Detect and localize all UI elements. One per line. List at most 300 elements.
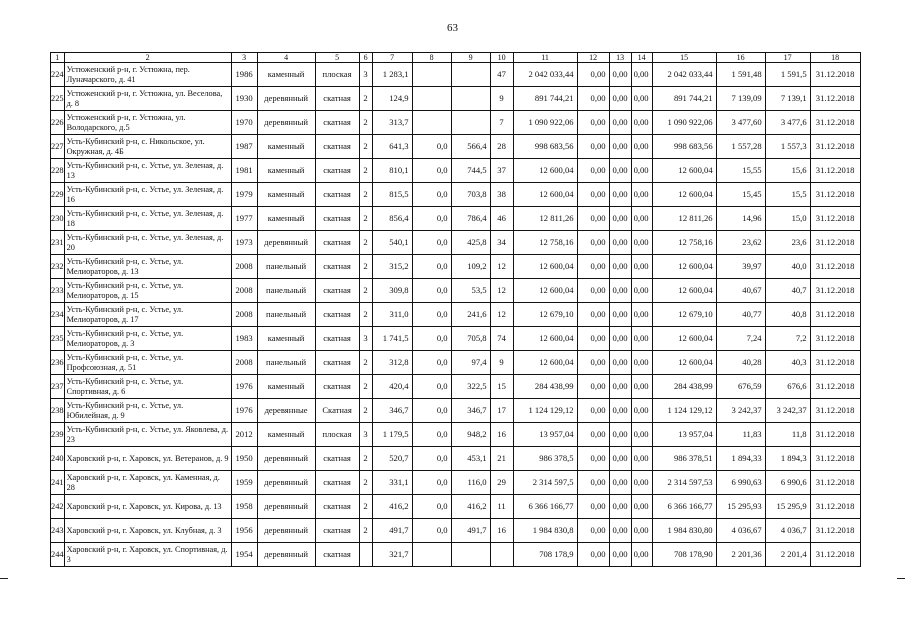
- row-number-cell: 224: [51, 63, 65, 87]
- cost-col-12-cell: 0,00: [577, 327, 609, 351]
- residential-area-cell: 322,5: [451, 375, 490, 399]
- roof-type-cell: скатная: [315, 447, 359, 471]
- cost-per-sqm-rounded-cell: 15,5: [765, 183, 810, 207]
- column-number-12: 12: [577, 53, 609, 63]
- residential-area-cell: 786,4: [451, 207, 490, 231]
- roof-type-cell: скатная: [315, 159, 359, 183]
- year-built-cell: 2008: [231, 351, 257, 375]
- floors-cell: 2: [359, 87, 372, 111]
- completion-date-cell: 31.12.2018: [810, 423, 860, 447]
- table-row: [51, 327, 861, 351]
- wall-material-cell: каменный: [257, 327, 315, 351]
- area-col-8-cell: 0,0: [412, 159, 451, 183]
- completion-date-cell: 31.12.2018: [810, 519, 860, 543]
- wall-material-cell: панельный: [257, 351, 315, 375]
- cost-per-sqm-rounded-cell: 1 894,3: [765, 447, 810, 471]
- wall-material-cell: деревянный: [257, 519, 315, 543]
- residential-area-cell: 346,7: [451, 399, 490, 423]
- table-row: [51, 87, 861, 111]
- completion-date-cell: 31.12.2018: [810, 159, 860, 183]
- row-number-cell: 238: [51, 399, 65, 423]
- roof-type-cell: скатная: [315, 183, 359, 207]
- row-number-cell: 242: [51, 495, 65, 519]
- cost-col-14-cell: 0,00: [631, 543, 652, 567]
- area-col-8-cell: [412, 63, 451, 87]
- cost-col-13-cell: 0,00: [609, 543, 631, 567]
- roof-type-cell: скатная: [315, 207, 359, 231]
- cost-col-14-cell: 0,00: [631, 495, 652, 519]
- cost-per-sqm-cell: 40,28: [716, 351, 765, 375]
- residential-area-cell: [451, 87, 490, 111]
- cost-col-14-cell: 0,00: [631, 471, 652, 495]
- cost-per-sqm-cell: 15,45: [716, 183, 765, 207]
- cost-per-sqm-cell: 1 591,48: [716, 63, 765, 87]
- area-col-8-cell: 0,0: [412, 495, 451, 519]
- completion-date-cell: 31.12.2018: [810, 327, 860, 351]
- year-built-cell: 1930: [231, 87, 257, 111]
- floors-cell: 2: [359, 471, 372, 495]
- residents-cell: 7: [490, 111, 513, 135]
- cost-total-cell: 12 600,04: [652, 183, 716, 207]
- residents-cell: 74: [490, 327, 513, 351]
- area-col-8-cell: 0,0: [412, 423, 451, 447]
- year-built-cell: 1956: [231, 519, 257, 543]
- roof-type-cell: скатная: [315, 231, 359, 255]
- cost-col-13-cell: 0,00: [609, 327, 631, 351]
- roof-type-cell: Скатная: [315, 399, 359, 423]
- total-cost-cell: 1 984 830,8: [513, 519, 577, 543]
- cost-col-13-cell: 0,00: [609, 399, 631, 423]
- row-number-cell: 239: [51, 423, 65, 447]
- row-number-cell: 230: [51, 207, 65, 231]
- residential-area-cell: 109,2: [451, 255, 490, 279]
- floors-cell: 2: [359, 303, 372, 327]
- cost-col-13-cell: 0,00: [609, 87, 631, 111]
- area-col-8-cell: 0,0: [412, 447, 451, 471]
- completion-date-cell: 31.12.2018: [810, 303, 860, 327]
- cost-col-14-cell: 0,00: [631, 375, 652, 399]
- residential-area-cell: 116,0: [451, 471, 490, 495]
- column-number-17: 17: [765, 53, 810, 63]
- table-row: [51, 375, 861, 399]
- floors-cell: 2: [359, 519, 372, 543]
- address-cell: Усть-Кубинский р-н, с. Устье, ул. Юбилейная, д. 9: [64, 399, 231, 423]
- area-col-8-cell: 0,0: [412, 519, 451, 543]
- cost-col-13-cell: 0,00: [609, 135, 631, 159]
- area-col-8-cell: 0,0: [412, 135, 451, 159]
- year-built-cell: 1976: [231, 399, 257, 423]
- completion-date-cell: 31.12.2018: [810, 255, 860, 279]
- year-built-cell: 1979: [231, 183, 257, 207]
- floors-cell: 2: [359, 159, 372, 183]
- total-cost-cell: 1 124 129,12: [513, 399, 577, 423]
- wall-material-cell: каменный: [257, 207, 315, 231]
- year-built-cell: 1977: [231, 207, 257, 231]
- floors-cell: 2: [359, 183, 372, 207]
- floors-cell: 2: [359, 375, 372, 399]
- residents-cell: 21: [490, 447, 513, 471]
- cost-per-sqm-rounded-cell: 40,3: [765, 351, 810, 375]
- row-number-cell: 227: [51, 135, 65, 159]
- cost-col-14-cell: 0,00: [631, 279, 652, 303]
- floors-cell: 2: [359, 495, 372, 519]
- table-row: [51, 231, 861, 255]
- year-built-cell: 1987: [231, 135, 257, 159]
- cost-total-cell: 1 124 129,12: [652, 399, 716, 423]
- cost-per-sqm-rounded-cell: 11,8: [765, 423, 810, 447]
- total-area-cell: 315,2: [372, 255, 412, 279]
- cost-total-cell: 12 679,10: [652, 303, 716, 327]
- cost-col-13-cell: 0,00: [609, 447, 631, 471]
- cost-col-13-cell: 0,00: [609, 495, 631, 519]
- cost-col-14-cell: 0,00: [631, 519, 652, 543]
- address-cell: Усть-Кубинский р-н, с. Устье, ул. Яковлева, д. 23: [64, 423, 231, 447]
- cost-col-13-cell: 0,00: [609, 207, 631, 231]
- cost-per-sqm-cell: 39,97: [716, 255, 765, 279]
- cost-col-14-cell: 0,00: [631, 447, 652, 471]
- floors-cell: 2: [359, 399, 372, 423]
- roof-type-cell: скатная: [315, 303, 359, 327]
- wall-material-cell: деревянный: [257, 447, 315, 471]
- residential-area-cell: 97,4: [451, 351, 490, 375]
- roof-type-cell: скатная: [315, 543, 359, 567]
- floors-cell: 2: [359, 231, 372, 255]
- cost-total-cell: 6 366 166,77: [652, 495, 716, 519]
- table-row: [51, 519, 861, 543]
- residential-area-cell: [451, 63, 490, 87]
- column-number-2: 2: [64, 53, 231, 63]
- cost-col-12-cell: 0,00: [577, 447, 609, 471]
- total-area-cell: 1 741,5: [372, 327, 412, 351]
- cost-per-sqm-rounded-cell: 1 557,3: [765, 135, 810, 159]
- year-built-cell: 1950: [231, 447, 257, 471]
- total-cost-cell: 12 811,26: [513, 207, 577, 231]
- residential-area-cell: 453,1: [451, 447, 490, 471]
- column-number-11: 11: [513, 53, 577, 63]
- cost-total-cell: 2 314 597,53: [652, 471, 716, 495]
- cost-total-cell: 12 600,04: [652, 159, 716, 183]
- wall-material-cell: каменный: [257, 375, 315, 399]
- column-number-14: 14: [631, 53, 652, 63]
- row-number-cell: 237: [51, 375, 65, 399]
- roof-type-cell: скатная: [315, 327, 359, 351]
- address-cell: Усть-Кубинский р-н, с. Устье, ул. Мелиораторов, д. 15: [64, 279, 231, 303]
- residential-area-cell: 703,8: [451, 183, 490, 207]
- wall-material-cell: деревянный: [257, 87, 315, 111]
- residents-cell: 29: [490, 471, 513, 495]
- column-number-1: 1: [51, 53, 65, 63]
- wall-material-cell: каменный: [257, 423, 315, 447]
- scan-mark-right: [897, 578, 905, 579]
- total-area-cell: 540,1: [372, 231, 412, 255]
- cost-per-sqm-cell: 14,96: [716, 207, 765, 231]
- area-col-8-cell: 0,0: [412, 231, 451, 255]
- cost-col-14-cell: 0,00: [631, 63, 652, 87]
- cost-per-sqm-rounded-cell: 3 477,6: [765, 111, 810, 135]
- page-number: 63: [447, 22, 458, 34]
- floors-cell: [359, 543, 372, 567]
- table-row: [51, 135, 861, 159]
- roof-type-cell: скатная: [315, 495, 359, 519]
- cost-total-cell: 12 758,16: [652, 231, 716, 255]
- wall-material-cell: каменный: [257, 183, 315, 207]
- cost-col-12-cell: 0,00: [577, 303, 609, 327]
- residents-cell: 9: [490, 87, 513, 111]
- cost-total-cell: 708 178,90: [652, 543, 716, 567]
- cost-col-12-cell: 0,00: [577, 255, 609, 279]
- cost-col-13-cell: 0,00: [609, 183, 631, 207]
- table-row: [51, 423, 861, 447]
- cost-col-13-cell: 0,00: [609, 351, 631, 375]
- floors-cell: 3: [359, 423, 372, 447]
- roof-type-cell: скатная: [315, 351, 359, 375]
- total-area-cell: 416,2: [372, 495, 412, 519]
- table-row: [51, 447, 861, 471]
- column-number-6: 6: [359, 53, 372, 63]
- year-built-cell: 1954: [231, 543, 257, 567]
- completion-date-cell: 31.12.2018: [810, 543, 860, 567]
- completion-date-cell: 31.12.2018: [810, 63, 860, 87]
- residential-area-cell: 425,8: [451, 231, 490, 255]
- cost-col-13-cell: 0,00: [609, 255, 631, 279]
- cost-total-cell: 1 984 830,80: [652, 519, 716, 543]
- residents-cell: 34: [490, 231, 513, 255]
- cost-col-13-cell: 0,00: [609, 423, 631, 447]
- table-row: [51, 303, 861, 327]
- address-cell: Устюженский р-н, г. Устюжна, ул. Володарского, д.5: [64, 111, 231, 135]
- wall-material-cell: панельный: [257, 303, 315, 327]
- cost-col-14-cell: 0,00: [631, 327, 652, 351]
- roof-type-cell: скатная: [315, 375, 359, 399]
- total-cost-cell: 708 178,9: [513, 543, 577, 567]
- address-cell: Харовский р-н, г. Харовск, ул. Клубная, д. 3: [64, 519, 231, 543]
- row-number-cell: 234: [51, 303, 65, 327]
- address-cell: Усть-Кубинский р-н, с. Устье, ул. Зеленая, д. 13: [64, 159, 231, 183]
- table-row: [51, 495, 861, 519]
- residential-area-cell: [451, 543, 490, 567]
- residents-cell: 37: [490, 159, 513, 183]
- residential-area-cell: 241,6: [451, 303, 490, 327]
- residential-area-cell: 416,2: [451, 495, 490, 519]
- cost-col-13-cell: 0,00: [609, 471, 631, 495]
- wall-material-cell: каменный: [257, 63, 315, 87]
- cost-per-sqm-rounded-cell: 4 036,7: [765, 519, 810, 543]
- column-number-8: 8: [412, 53, 451, 63]
- table-body: [51, 53, 861, 567]
- residents-cell: 12: [490, 279, 513, 303]
- cost-total-cell: 12 600,04: [652, 279, 716, 303]
- table-row: [51, 183, 861, 207]
- cost-total-cell: 13 957,04: [652, 423, 716, 447]
- residents-cell: 38: [490, 183, 513, 207]
- row-number-cell: 240: [51, 447, 65, 471]
- total-area-cell: 810,1: [372, 159, 412, 183]
- address-cell: Харовский р-н, г. Харовск, ул. Ветеранов, д. 9: [64, 447, 231, 471]
- cost-total-cell: 2 042 033,44: [652, 63, 716, 87]
- roof-type-cell: скатная: [315, 111, 359, 135]
- column-number-9: 9: [451, 53, 490, 63]
- wall-material-cell: деревянный: [257, 231, 315, 255]
- row-number-cell: 231: [51, 231, 65, 255]
- cost-col-12-cell: 0,00: [577, 63, 609, 87]
- completion-date-cell: 31.12.2018: [810, 351, 860, 375]
- cost-total-cell: 12 600,04: [652, 327, 716, 351]
- cost-col-13-cell: 0,00: [609, 375, 631, 399]
- floors-cell: 3: [359, 63, 372, 87]
- residents-cell: 28: [490, 135, 513, 159]
- cost-col-14-cell: 0,00: [631, 255, 652, 279]
- area-col-8-cell: 0,0: [412, 207, 451, 231]
- cost-col-12-cell: 0,00: [577, 351, 609, 375]
- cost-col-12-cell: 0,00: [577, 543, 609, 567]
- cost-col-12-cell: 0,00: [577, 423, 609, 447]
- roof-type-cell: плоская: [315, 63, 359, 87]
- cost-col-13-cell: 0,00: [609, 63, 631, 87]
- year-built-cell: 1983: [231, 327, 257, 351]
- total-area-cell: 420,4: [372, 375, 412, 399]
- total-cost-cell: 12 600,04: [513, 159, 577, 183]
- cost-col-13-cell: 0,00: [609, 519, 631, 543]
- year-built-cell: 1959: [231, 471, 257, 495]
- roof-type-cell: плоская: [315, 423, 359, 447]
- residents-cell: 46: [490, 207, 513, 231]
- table-row: [51, 399, 861, 423]
- cost-per-sqm-rounded-cell: 40,7: [765, 279, 810, 303]
- cost-col-12-cell: 0,00: [577, 231, 609, 255]
- residential-area-cell: 705,8: [451, 327, 490, 351]
- cost-col-14-cell: 0,00: [631, 111, 652, 135]
- year-built-cell: 1973: [231, 231, 257, 255]
- row-number-cell: 243: [51, 519, 65, 543]
- cost-col-14-cell: 0,00: [631, 303, 652, 327]
- table-row: [51, 207, 861, 231]
- cost-per-sqm-cell: 11,83: [716, 423, 765, 447]
- completion-date-cell: 31.12.2018: [810, 279, 860, 303]
- total-area-cell: 346,7: [372, 399, 412, 423]
- column-number-3: 3: [231, 53, 257, 63]
- total-cost-cell: 12 600,04: [513, 351, 577, 375]
- wall-material-cell: деревянный: [257, 543, 315, 567]
- cost-col-14-cell: 0,00: [631, 135, 652, 159]
- column-number-15: 15: [652, 53, 716, 63]
- address-cell: Усть-Кубинский р-н, с. Никольское, ул. Окружная, д. 4Б: [64, 135, 231, 159]
- completion-date-cell: 31.12.2018: [810, 207, 860, 231]
- total-cost-cell: 13 957,04: [513, 423, 577, 447]
- cost-per-sqm-rounded-cell: 15 295,9: [765, 495, 810, 519]
- residents-cell: [490, 543, 513, 567]
- cost-col-14-cell: 0,00: [631, 87, 652, 111]
- area-col-8-cell: [412, 543, 451, 567]
- wall-material-cell: каменный: [257, 135, 315, 159]
- residential-area-cell: 53,5: [451, 279, 490, 303]
- cost-col-12-cell: 0,00: [577, 375, 609, 399]
- row-number-cell: 236: [51, 351, 65, 375]
- cost-per-sqm-rounded-cell: 15,0: [765, 207, 810, 231]
- area-col-8-cell: [412, 111, 451, 135]
- cost-per-sqm-cell: 676,59: [716, 375, 765, 399]
- total-cost-cell: 12 600,04: [513, 327, 577, 351]
- row-number-cell: 228: [51, 159, 65, 183]
- roof-type-cell: скатная: [315, 87, 359, 111]
- roof-type-cell: скатная: [315, 279, 359, 303]
- residents-cell: 16: [490, 423, 513, 447]
- cost-col-14-cell: 0,00: [631, 423, 652, 447]
- cost-per-sqm-rounded-cell: 676,6: [765, 375, 810, 399]
- total-area-cell: 312,8: [372, 351, 412, 375]
- total-cost-cell: 2 042 033,44: [513, 63, 577, 87]
- wall-material-cell: деревянные: [257, 399, 315, 423]
- residents-cell: 11: [490, 495, 513, 519]
- residents-cell: 9: [490, 351, 513, 375]
- housing-table: [50, 52, 861, 567]
- cost-total-cell: 891 744,21: [652, 87, 716, 111]
- row-number-cell: 235: [51, 327, 65, 351]
- cost-col-12-cell: 0,00: [577, 279, 609, 303]
- total-area-cell: 491,7: [372, 519, 412, 543]
- column-number-16: 16: [716, 53, 765, 63]
- table-row: [51, 255, 861, 279]
- completion-date-cell: 31.12.2018: [810, 231, 860, 255]
- table-row: [51, 111, 861, 135]
- roof-type-cell: скатная: [315, 519, 359, 543]
- residential-area-cell: 948,2: [451, 423, 490, 447]
- wall-material-cell: деревянный: [257, 495, 315, 519]
- cost-per-sqm-rounded-cell: 40,8: [765, 303, 810, 327]
- area-col-8-cell: 0,0: [412, 327, 451, 351]
- completion-date-cell: 31.12.2018: [810, 375, 860, 399]
- cost-per-sqm-rounded-cell: 3 242,37: [765, 399, 810, 423]
- total-area-cell: 309,8: [372, 279, 412, 303]
- cost-col-12-cell: 0,00: [577, 111, 609, 135]
- cost-per-sqm-rounded-cell: 40,0: [765, 255, 810, 279]
- area-col-8-cell: 0,0: [412, 255, 451, 279]
- address-cell: Усть-Кубинский р-н, с. Устье, ул. Зеленая, д. 20: [64, 231, 231, 255]
- completion-date-cell: 31.12.2018: [810, 135, 860, 159]
- total-area-cell: 124,9: [372, 87, 412, 111]
- row-number-cell: 241: [51, 471, 65, 495]
- cost-col-13-cell: 0,00: [609, 279, 631, 303]
- residents-cell: 12: [490, 303, 513, 327]
- cost-total-cell: 12 600,04: [652, 351, 716, 375]
- column-numbers-row: [51, 53, 861, 63]
- column-number-10: 10: [490, 53, 513, 63]
- table-row: [51, 471, 861, 495]
- residential-area-cell: 744,5: [451, 159, 490, 183]
- completion-date-cell: 31.12.2018: [810, 447, 860, 471]
- wall-material-cell: деревянный: [257, 111, 315, 135]
- cost-col-12-cell: 0,00: [577, 183, 609, 207]
- address-cell: Харовский р-н, г. Харовск, ул. Кирова, д. 13: [64, 495, 231, 519]
- year-built-cell: 1981: [231, 159, 257, 183]
- table-row: [51, 279, 861, 303]
- address-cell: Усть-Кубинский р-н, с. Устье, ул. Мелиораторов, д. 3: [64, 327, 231, 351]
- cost-col-14-cell: 0,00: [631, 159, 652, 183]
- total-cost-cell: 284 438,99: [513, 375, 577, 399]
- table-row: [51, 543, 861, 567]
- cost-per-sqm-rounded-cell: 15,6: [765, 159, 810, 183]
- column-number-18: 18: [810, 53, 860, 63]
- cost-total-cell: 998 683,56: [652, 135, 716, 159]
- cost-per-sqm-cell: 7,24: [716, 327, 765, 351]
- area-col-8-cell: 0,0: [412, 279, 451, 303]
- cost-total-cell: 12 811,26: [652, 207, 716, 231]
- cost-per-sqm-cell: 15 295,93: [716, 495, 765, 519]
- cost-col-14-cell: 0,00: [631, 231, 652, 255]
- wall-material-cell: деревянный: [257, 471, 315, 495]
- cost-col-14-cell: 0,00: [631, 207, 652, 231]
- completion-date-cell: 31.12.2018: [810, 111, 860, 135]
- floors-cell: 2: [359, 279, 372, 303]
